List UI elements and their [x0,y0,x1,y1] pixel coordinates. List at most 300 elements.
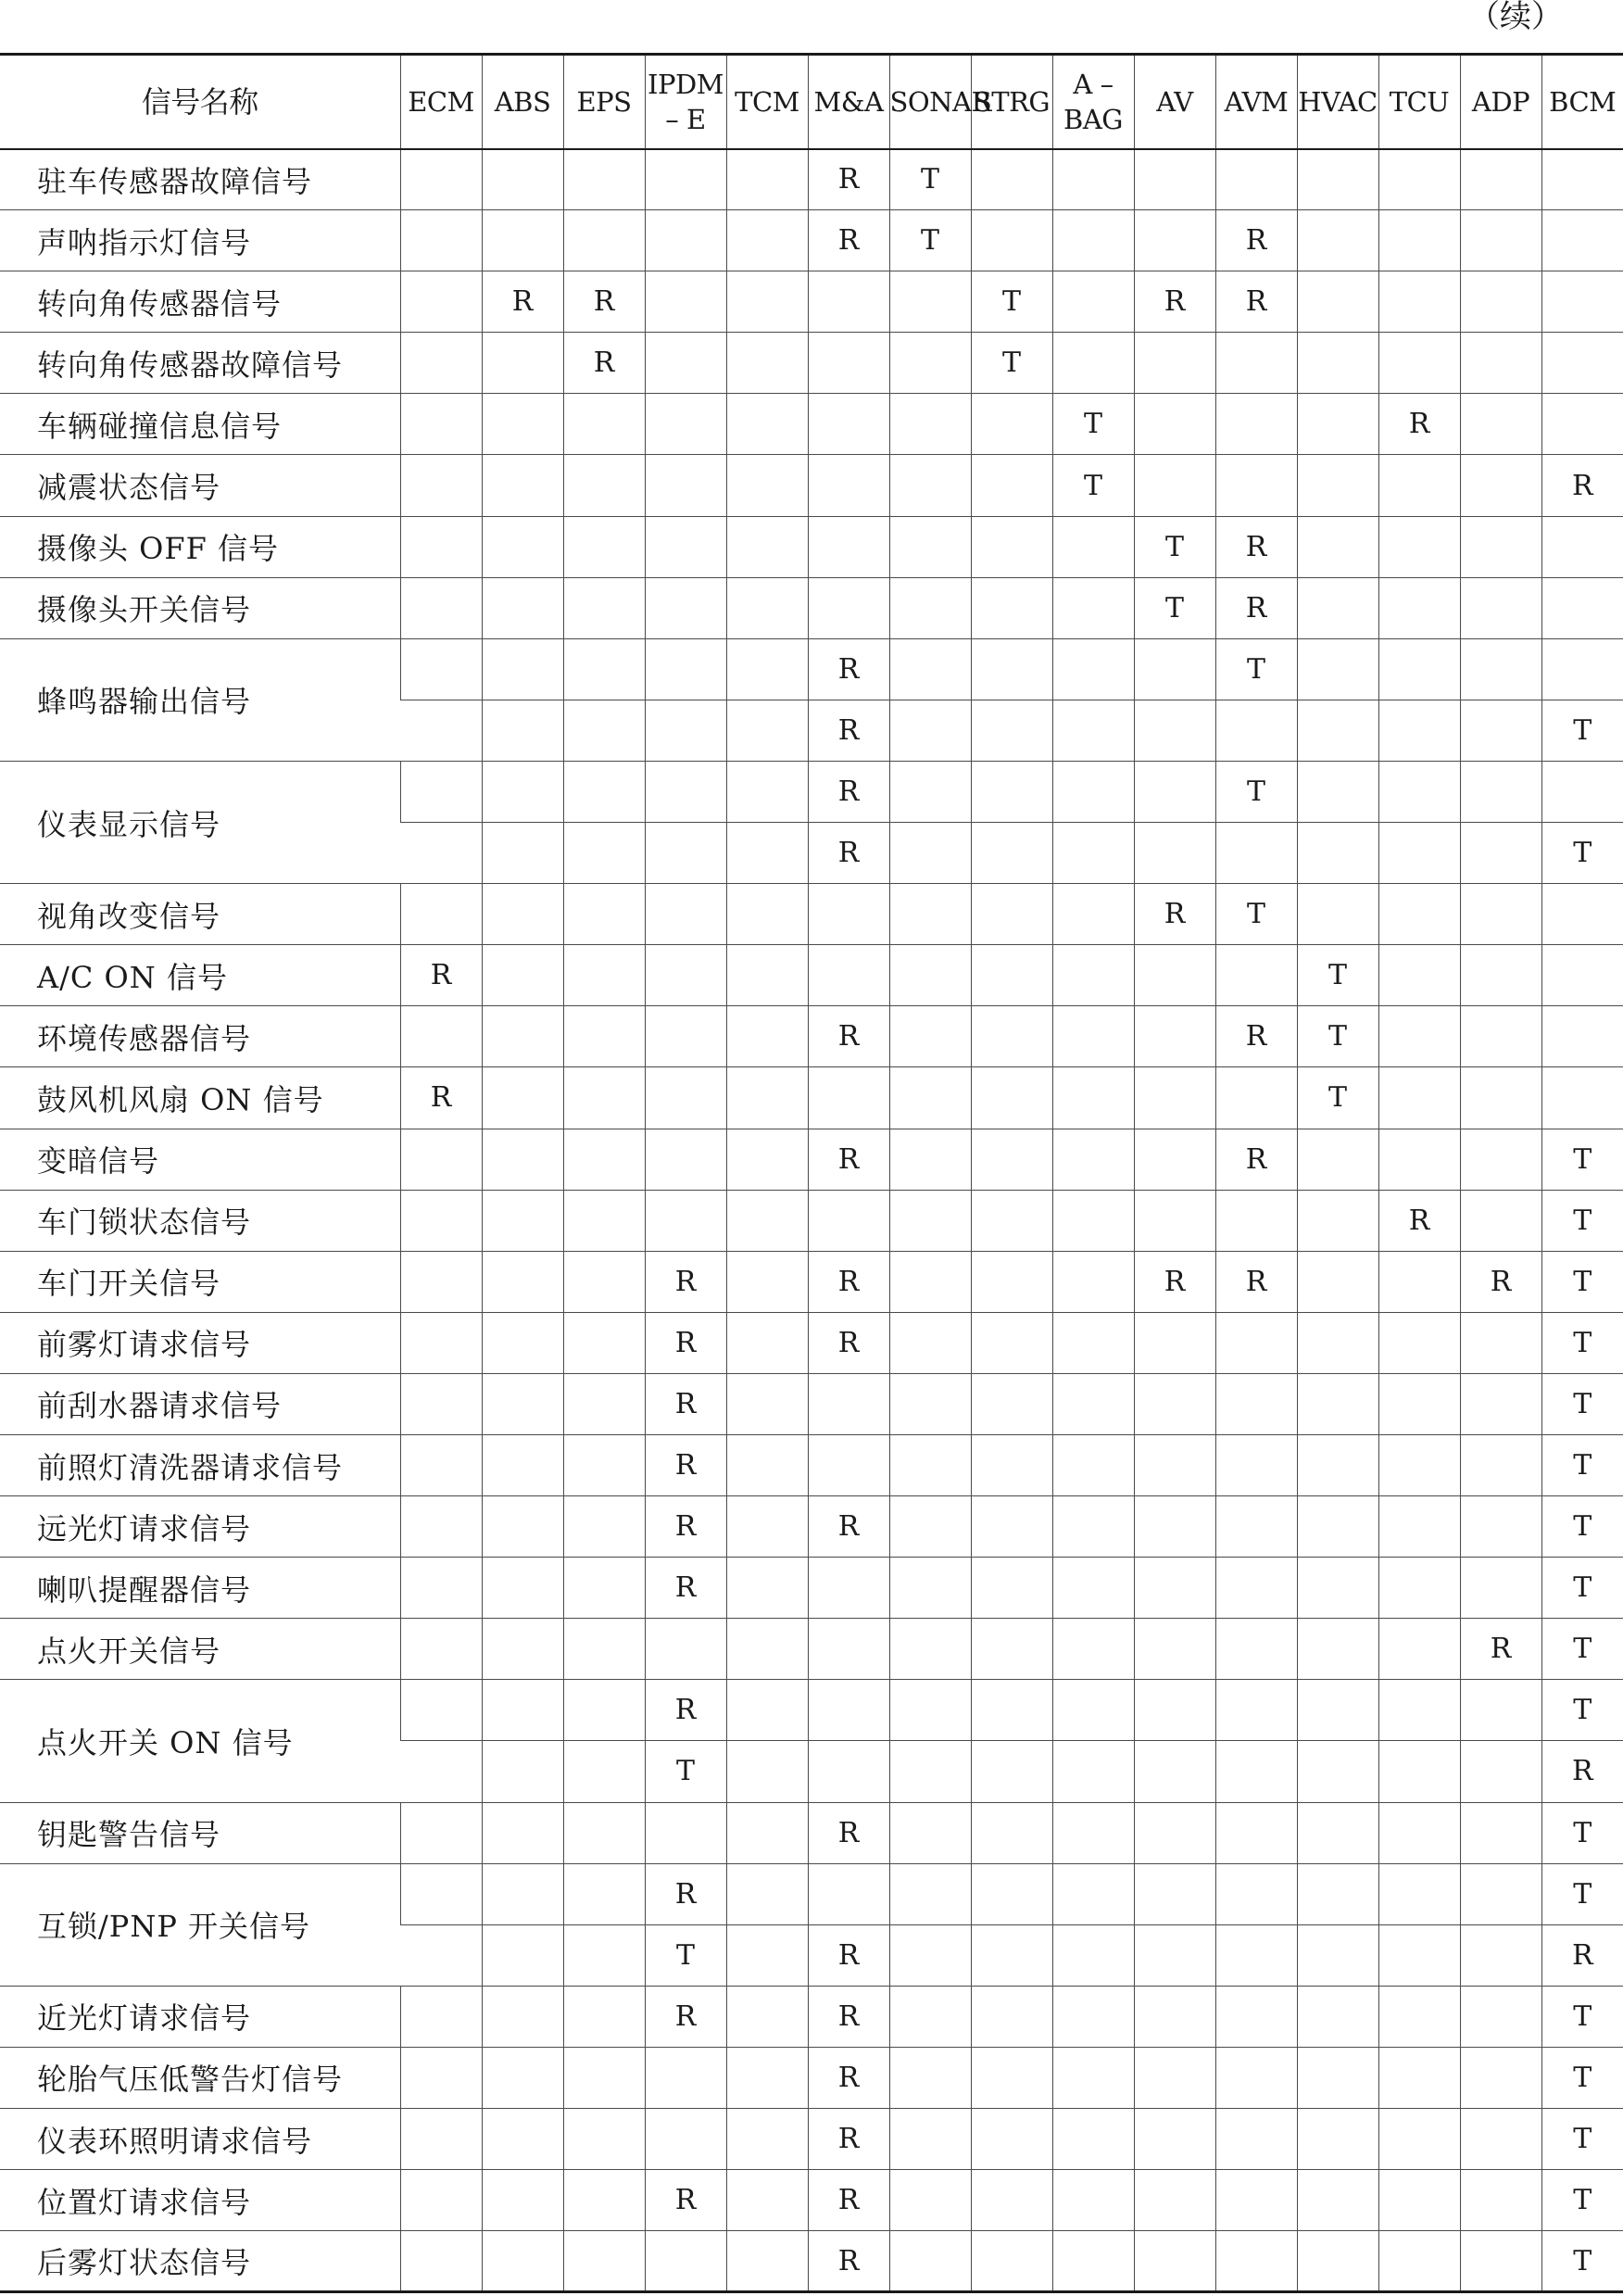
module-role-cell [563,1924,645,1986]
module-role-cell: R [808,149,889,210]
module-role-cell [808,1680,889,1741]
module-role-cell [1215,1067,1297,1129]
module-role-cell [400,638,482,700]
module-role-cell: T [889,149,971,210]
module-role-cell [563,1986,645,2047]
module-role-cell [482,1986,563,2047]
module-role-cell [1215,2047,1297,2108]
signal-name-cell: 前雾灯请求信号 [0,1312,400,1373]
module-role-cell [482,149,563,210]
table-row [0,638,1623,700]
module-role-cell: R [1215,1129,1297,1190]
module-role-cell: T [1541,1986,1623,2047]
module-role-cell: R [808,638,889,700]
module-role-cell [808,516,889,577]
module-role-cell [563,1312,645,1373]
module-role-cell [889,1863,971,1924]
signal-name-cell: 远光灯请求信号 [0,1496,400,1558]
table-row [0,1802,1623,1863]
module-role-cell: R [808,2109,889,2170]
module-role-cell [1460,1924,1541,1986]
module-role-cell [1134,1863,1215,1924]
module-role-cell [889,2170,971,2231]
module-role-cell [1052,1251,1134,1312]
module-role-cell: T [1052,394,1134,455]
module-role-cell [1052,1741,1134,1802]
module-role-cell [971,210,1052,271]
module-role-cell [1460,823,1541,884]
module-role-cell [563,1558,645,1619]
module-role-cell [400,516,482,577]
module-role-cell [1215,1190,1297,1251]
module-column-label: EPS [576,85,632,118]
module-role-cell [482,455,563,516]
module-role-cell [482,210,563,271]
module-role-cell [1378,1619,1460,1680]
module-role-cell [1215,1434,1297,1495]
module-role-cell [889,761,971,822]
module-column-label: BCM [1549,85,1617,118]
module-role-cell [889,700,971,761]
module-role-cell: R [1215,271,1297,333]
module-role-cell [1215,945,1297,1006]
module-role-cell [1460,945,1541,1006]
module-role-cell [971,2170,1052,2231]
module-role-cell [1297,1619,1378,1680]
table-row [0,1312,1623,1373]
module-role-cell [889,1680,971,1741]
module-role-cell [889,394,971,455]
module-role-cell [563,884,645,945]
module-role-cell [400,577,482,638]
signal-name-cell: 轮胎气压低警告灯信号 [0,2047,400,2108]
module-role-cell [563,1129,645,1190]
module-role-cell [1215,823,1297,884]
module-role-cell [1052,1924,1134,1986]
table-row [0,210,1623,271]
module-role-cell [971,149,1052,210]
module-role-cell [808,333,889,394]
module-column-header [563,55,645,149]
module-role-cell [889,1496,971,1558]
module-role-cell [1460,1067,1541,1129]
module-role-cell [1052,1434,1134,1495]
table-row [0,1986,1623,2047]
signal-matrix-table [0,53,1623,2293]
module-role-cell [1134,1741,1215,1802]
module-role-cell [645,2109,726,2170]
module-role-cell: R [1541,455,1623,516]
module-role-cell [1134,1312,1215,1373]
table-row [0,945,1623,1006]
module-column-header [1052,55,1134,149]
module-role-cell [1052,2109,1134,2170]
module-role-cell [1297,455,1378,516]
module-role-cell [400,1312,482,1373]
module-role-cell [1378,1802,1460,1863]
module-role-cell [1297,2109,1378,2170]
module-role-cell [889,1986,971,2047]
table-row [0,2109,1623,2170]
module-role-cell [808,1373,889,1434]
module-role-cell [808,1067,889,1129]
module-role-cell [1215,333,1297,394]
module-role-cell: R [1134,271,1215,333]
table-row [0,884,1623,945]
module-role-cell [726,1924,808,1986]
module-role-cell [726,1129,808,1190]
module-role-cell [1541,638,1623,700]
module-role-cell: R [808,1312,889,1373]
module-role-cell [971,1741,1052,1802]
module-role-cell [1297,333,1378,394]
module-role-cell [1460,1129,1541,1190]
module-role-cell [1134,1434,1215,1495]
module-role-cell [1378,1558,1460,1619]
module-role-cell [1134,2047,1215,2108]
module-role-cell: R [808,2170,889,2231]
table-row [0,394,1623,455]
module-role-cell [1215,1986,1297,2047]
table-row [0,333,1623,394]
module-role-cell [1460,271,1541,333]
module-role-cell [1460,638,1541,700]
module-role-cell [482,761,563,822]
module-role-cell [808,1190,889,1251]
module-role-cell [971,700,1052,761]
table-row [0,455,1623,516]
module-role-cell [971,761,1052,822]
table-row [0,1373,1623,1434]
signal-name-cell: 前刮水器请求信号 [0,1373,400,1434]
module-role-cell: R [645,1251,726,1312]
module-role-cell [400,455,482,516]
module-role-cell [1541,271,1623,333]
module-role-cell [1378,700,1460,761]
module-role-cell [971,455,1052,516]
module-role-cell [971,945,1052,1006]
module-column-header [808,55,889,149]
module-column-label: STRG [973,85,1051,118]
module-role-cell [1460,577,1541,638]
module-role-cell [1378,333,1460,394]
module-role-cell [400,1558,482,1619]
module-role-cell [1052,1373,1134,1434]
module-role-cell: R [1541,1741,1623,1802]
signal-name-cell: 减震状态信号 [0,455,400,516]
module-role-cell [1297,271,1378,333]
module-role-cell [1460,1802,1541,1863]
signal-name-cell: 视角改变信号 [0,884,400,945]
module-role-cell: R [808,823,889,884]
module-role-cell: R [808,1802,889,1863]
module-role-cell: R [1378,394,1460,455]
module-role-cell: R [400,1067,482,1129]
module-role-cell [726,1863,808,1924]
module-role-cell [400,394,482,455]
module-role-cell [400,761,482,822]
module-role-cell [1541,149,1623,210]
module-role-cell [1460,1986,1541,2047]
module-role-cell [1134,1619,1215,1680]
module-role-cell: T [1541,1251,1623,1312]
table-row [0,1619,1623,1680]
table-row [0,2047,1623,2108]
module-role-cell [400,2231,482,2292]
module-role-cell [1215,1496,1297,1558]
module-role-cell [1460,516,1541,577]
module-role-cell [889,577,971,638]
module-role-cell: T [1541,1863,1623,1924]
module-role-cell [1460,761,1541,822]
module-role-cell: R [808,2231,889,2292]
signal-name-cell: 转向角传感器故障信号 [0,333,400,394]
module-column-header [971,55,1052,149]
module-column-label: ADP [1471,85,1530,118]
signal-name-cell: 点火开关信号 [0,1619,400,1680]
module-role-cell [482,1373,563,1434]
module-role-cell [1052,149,1134,210]
module-role-cell [971,1863,1052,1924]
module-role-cell [400,700,482,761]
module-role-cell [1052,1496,1134,1558]
module-role-cell [1541,1067,1623,1129]
module-role-cell [1297,394,1378,455]
table-row [0,1863,1623,1924]
signal-name-cell: 鼓风机风扇 ON 信号 [0,1067,400,1129]
module-role-cell [1215,394,1297,455]
module-role-cell [563,210,645,271]
module-role-cell [971,1190,1052,1251]
module-role-cell [1378,1006,1460,1067]
module-role-cell [1378,945,1460,1006]
module-role-cell [889,1251,971,1312]
module-role-cell [1378,1924,1460,1986]
module-role-cell [726,1802,808,1863]
module-role-cell [1052,1986,1134,2047]
module-role-cell [1378,1863,1460,1924]
table-row [0,577,1623,638]
signal-name-cell: 转向角传感器信号 [0,271,400,333]
module-role-cell [400,1190,482,1251]
module-role-cell: R [645,1986,726,2047]
module-role-cell [889,2109,971,2170]
module-role-cell [1378,271,1460,333]
module-role-cell [808,1434,889,1495]
module-role-cell [645,271,726,333]
module-column-label: A – BAG [1063,68,1123,135]
module-role-cell [726,1006,808,1067]
module-role-cell [1297,700,1378,761]
signal-name-cell: 摄像头开关信号 [0,577,400,638]
module-role-cell [482,638,563,700]
module-role-cell [1541,210,1623,271]
module-role-cell [1052,271,1134,333]
module-role-cell [1297,1863,1378,1924]
signal-name-cell: 钥匙警告信号 [0,1802,400,1863]
module-role-cell [400,1129,482,1190]
module-role-cell [563,1190,645,1251]
table-row [0,516,1623,577]
module-role-cell [563,1680,645,1741]
module-role-cell: T [1541,1496,1623,1558]
module-role-cell [482,1741,563,1802]
table-row [0,2170,1623,2231]
module-role-cell [1297,1434,1378,1495]
module-role-cell [1052,638,1134,700]
module-role-cell [808,271,889,333]
module-column-header [1541,55,1623,149]
module-column-label: ABS [494,85,551,118]
module-role-cell [726,884,808,945]
module-role-cell: R [808,210,889,271]
module-role-cell [1378,1129,1460,1190]
module-role-cell [1134,394,1215,455]
module-role-cell [645,1190,726,1251]
module-role-cell [1134,210,1215,271]
module-role-cell [971,1558,1052,1619]
module-column-header [1297,55,1378,149]
module-role-cell [482,2231,563,2292]
module-role-cell [1460,1741,1541,1802]
table-header-row [0,55,1623,149]
module-role-cell [726,1680,808,1741]
module-role-cell [400,1434,482,1495]
table-row [0,1129,1623,1190]
module-role-cell [1378,210,1460,271]
module-role-cell [563,1619,645,1680]
module-role-cell [889,1741,971,1802]
module-role-cell: T [1541,1190,1623,1251]
module-role-cell [1215,149,1297,210]
table-row [0,1006,1623,1067]
module-role-cell [971,1006,1052,1067]
module-role-cell [482,823,563,884]
module-role-cell: T [1052,455,1134,516]
module-role-cell [1052,761,1134,822]
module-role-cell [482,2047,563,2108]
signal-name-cell: 车门开关信号 [0,1251,400,1312]
module-role-cell: T [1541,1619,1623,1680]
module-role-cell [808,1741,889,1802]
module-role-cell [889,1006,971,1067]
module-role-cell [726,1496,808,1558]
module-role-cell [1460,1496,1541,1558]
module-role-cell: R [1378,1190,1460,1251]
module-role-cell [1460,1558,1541,1619]
module-role-cell [1378,1373,1460,1434]
module-role-cell [726,700,808,761]
module-role-cell [1052,1129,1134,1190]
signal-name-cell: 仪表环照明请求信号 [0,2109,400,2170]
module-role-cell [645,333,726,394]
module-role-cell [1378,884,1460,945]
module-role-cell [400,823,482,884]
module-role-cell [1134,1558,1215,1619]
module-role-cell: R [808,1986,889,2047]
module-role-cell [1052,2047,1134,2108]
module-role-cell [645,761,726,822]
module-role-cell [726,1619,808,1680]
module-role-cell [1460,1190,1541,1251]
module-role-cell [889,333,971,394]
signal-name-cell: 蜂鸣器输出信号 [0,638,400,761]
module-role-cell [1052,945,1134,1006]
module-role-cell [400,884,482,945]
module-role-cell: T [1541,823,1623,884]
signal-name-cell: 仪表显示信号 [0,761,400,883]
module-role-cell [726,1067,808,1129]
module-role-cell [645,1802,726,1863]
module-role-cell [482,516,563,577]
module-role-cell [1052,210,1134,271]
table-row [0,1190,1623,1251]
module-role-cell [726,945,808,1006]
module-role-cell [645,210,726,271]
module-role-cell [400,149,482,210]
module-role-cell [1460,2047,1541,2108]
module-role-cell: T [1297,945,1378,1006]
module-role-cell [1052,577,1134,638]
module-role-cell [1297,761,1378,822]
module-role-cell [1052,884,1134,945]
table-row [0,2231,1623,2292]
module-role-cell [1134,2109,1215,2170]
module-role-cell [645,394,726,455]
module-role-cell: T [1541,2047,1623,2108]
module-role-cell [1134,700,1215,761]
module-role-cell [808,577,889,638]
module-role-cell [645,455,726,516]
module-role-cell [482,1619,563,1680]
module-role-cell [563,1067,645,1129]
module-role-cell [1052,1680,1134,1741]
module-role-cell [1541,884,1623,945]
module-role-cell [563,700,645,761]
module-role-cell [971,516,1052,577]
module-role-cell [971,2231,1052,2292]
module-role-cell [1215,455,1297,516]
module-role-cell: R [808,761,889,822]
signal-name-cell: A/C ON 信号 [0,945,400,1006]
module-role-cell [563,1434,645,1495]
module-role-cell [971,2109,1052,2170]
module-role-cell [400,1373,482,1434]
module-role-cell [1215,1863,1297,1924]
signal-name-cell: 互锁/PNP 开关信号 [0,1863,400,1986]
module-role-cell [971,1924,1052,1986]
module-role-cell [563,577,645,638]
table-row [0,1067,1623,1129]
module-role-cell [889,1558,971,1619]
module-role-cell [726,1373,808,1434]
module-role-cell: R [563,333,645,394]
table-row [0,1558,1623,1619]
module-role-cell [400,2047,482,2108]
module-column-label: ECM [408,85,474,118]
module-role-cell [1297,1986,1378,2047]
module-role-cell [971,2047,1052,2108]
module-role-cell [1134,1496,1215,1558]
module-role-cell [1215,1312,1297,1373]
module-role-cell: R [645,1312,726,1373]
module-role-cell [1378,2231,1460,2292]
module-role-cell [1052,2231,1134,2292]
module-role-cell [808,1863,889,1924]
table-row [0,1496,1623,1558]
module-role-cell [1297,1558,1378,1619]
module-role-cell [971,1129,1052,1190]
